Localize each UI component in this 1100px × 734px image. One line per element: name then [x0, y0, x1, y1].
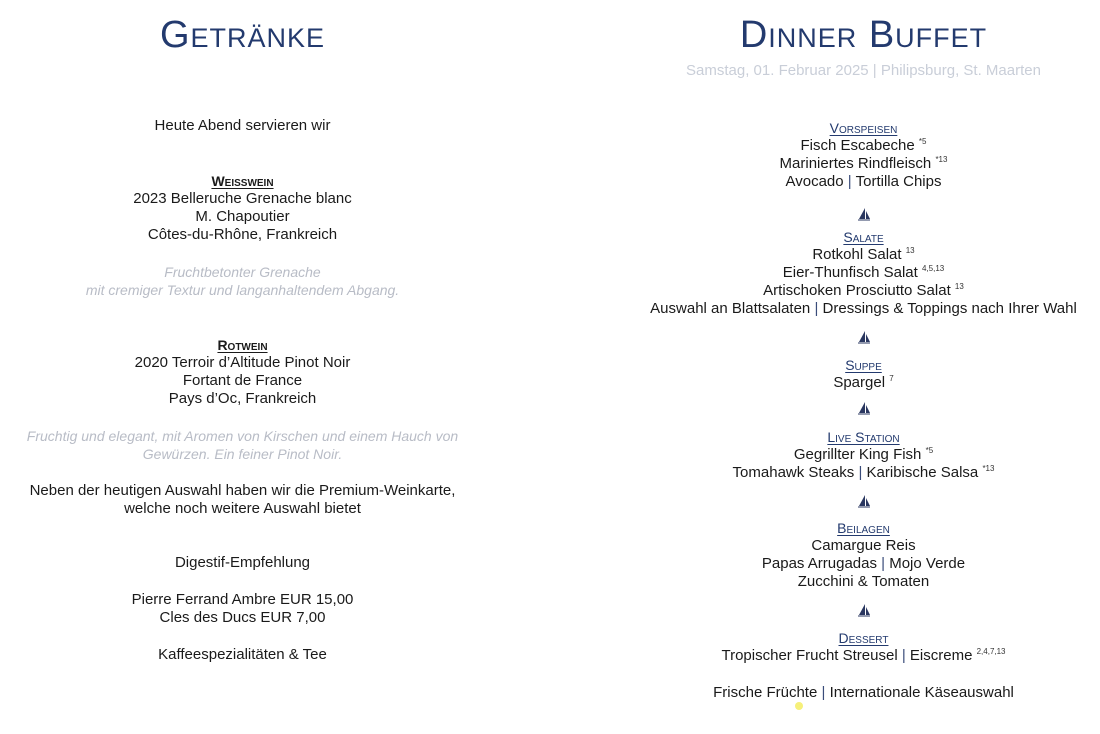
sail-icon [600, 494, 1100, 508]
coffee-text: Kaffeespezialitäten & Tee [158, 646, 327, 663]
date-location: Samstag, 01. Februar 2025 | Philipsburg, St. Maarten [686, 62, 1041, 79]
menu-item: Artischoken Prosciutto Salat $^{13}$ [763, 282, 964, 299]
sail-icon [600, 401, 1100, 415]
closing-item: Frische Früchte | Internationale Käseauswahl [713, 684, 1014, 701]
digestif-item: Cles des Ducs EUR 7,00 [159, 609, 326, 626]
menu-item: Camargue Reis [811, 537, 916, 554]
white-wine-line: 2023 Belleruche Grenache blanc [133, 190, 352, 207]
red-wine-line: Pays d’Oc, Frankreich [168, 390, 317, 407]
white-wine-note: Fruchtbetonter Grenache [164, 264, 321, 280]
premium-text: Neben der heutigen Auswahl haben wir die Premium-Weinkarte, [29, 482, 456, 499]
paper-spot [795, 702, 803, 710]
sail-icon [600, 603, 1100, 617]
sail-icon [600, 207, 1100, 221]
drinks-title: Getränke [159, 14, 326, 56]
intro-text: Heute Abend servieren wir [154, 117, 331, 134]
menu-item: Tomahawk Steaks | Karibische Salsa $^{*13}$ [732, 464, 995, 481]
sail-icon [600, 330, 1100, 344]
red-wine-heading: Rotwein [217, 337, 268, 353]
red-wine-note: Fruchtig und elegant, mit Aromen von Kirschen und einem Hauch von [26, 428, 459, 444]
menu-item: Papas Arrugadas | Mojo Verde [761, 555, 966, 572]
menu-item: Fisch Escabeche $^{*5}$ [800, 137, 927, 154]
menu-item: Spargel $^7$ [833, 374, 894, 391]
menu-item: Avocado | Tortilla Chips [785, 173, 942, 190]
red-wine-line: 2020 Terroir d’Altitude Pinot Noir [134, 354, 351, 371]
menu-item: Auswahl an Blattsalaten | Dressings & Toppings nach Ihrer Wahl [650, 300, 1077, 317]
white-wine-line: Côtes-du-Rhône, Frankreich [147, 226, 338, 243]
menu-item: Rotkohl Salat $^{13}$ [812, 246, 915, 263]
premium-text: welche noch weitere Auswahl bietet [124, 500, 361, 517]
menu-item: Gegrillter King Fish $^{*5}$ [793, 446, 934, 463]
section-heading-live-station: Live Station [827, 429, 900, 445]
digestif-item: Pierre Ferrand Ambre EUR 15,00 [131, 591, 354, 608]
digestif-heading: Digestif-Empfehlung [174, 554, 311, 571]
section-heading-vorspeisen: Vorspeisen [829, 120, 898, 136]
red-wine-note: Gewürzen. Ein feiner Pinot Noir. [142, 446, 343, 462]
red-wine-line: Fortant de France [182, 372, 303, 389]
buffet-title: Dinner Buffet [739, 14, 988, 56]
section-heading-salate: Salate [843, 229, 884, 245]
section-heading-beilagen: Beilagen [837, 520, 890, 536]
white-wine-note: mit cremiger Textur und langanhaltendem Abgang. [85, 282, 400, 298]
menu-item: Zucchini & Tomaten [797, 573, 930, 590]
menu-item: Mariniertes Rindfleisch $^{*13}$ [779, 155, 948, 172]
menu-item: Eier-Thunfisch Salat $^{4,5,13}$ [782, 264, 945, 281]
section-heading-suppe: Suppe [845, 357, 882, 373]
section-heading-dessert: Dessert [838, 630, 889, 646]
white-wine-line: M. Chapoutier [195, 208, 290, 225]
white-wine-heading: Weißwein [211, 173, 274, 189]
menu-item: Tropischer Frucht Streusel | Eiscreme $^{2,4,7,13}$ [721, 647, 1006, 664]
